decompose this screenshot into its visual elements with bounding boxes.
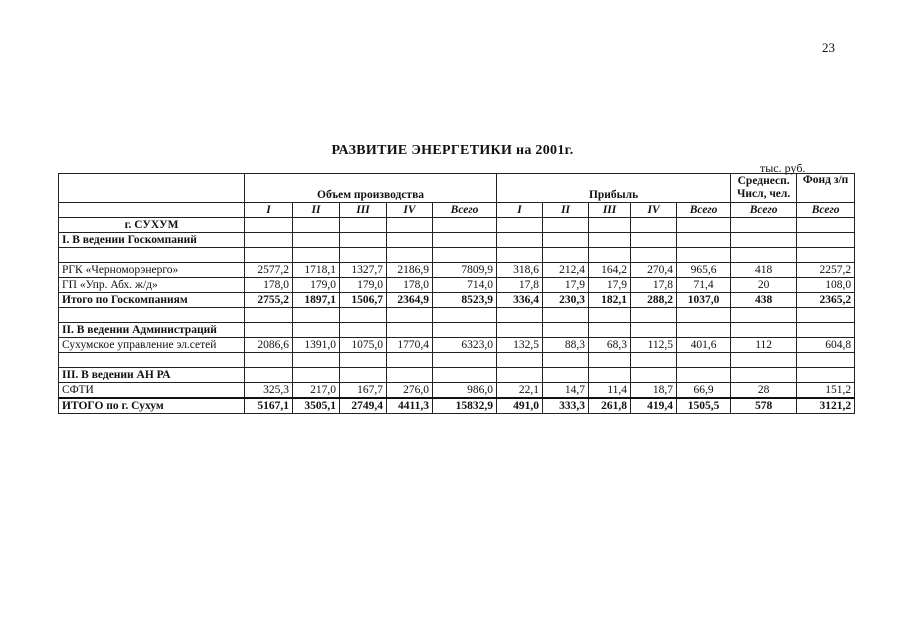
- row-label: ИТОГО по г. Сухум: [59, 398, 245, 414]
- cell: 11,4: [589, 383, 631, 399]
- cell: 1391,0: [293, 338, 340, 353]
- cell: 2086,6: [245, 338, 293, 353]
- cell: 132,5: [497, 338, 543, 353]
- header-q3: III: [340, 203, 387, 218]
- cell: 18,7: [631, 383, 677, 399]
- header-q4: IV: [631, 203, 677, 218]
- cell: 318,6: [497, 263, 543, 278]
- section-row: [59, 233, 855, 248]
- row-label: СФТИ: [59, 383, 245, 399]
- cell: 151,2: [797, 383, 855, 399]
- cell: 22,1: [497, 383, 543, 399]
- cell: 5167,1: [245, 398, 293, 414]
- grand-total-row: [59, 398, 855, 414]
- cell: 66,9: [677, 383, 731, 399]
- cell: 178,0: [387, 278, 433, 293]
- row-label: Сухумское управление эл.сетей: [59, 338, 245, 353]
- cell: 578: [731, 398, 797, 414]
- cell: 179,0: [340, 278, 387, 293]
- cell: 604,8: [797, 338, 855, 353]
- cell: 68,3: [589, 338, 631, 353]
- header-blank: [59, 203, 245, 218]
- cell: 1718,1: [293, 263, 340, 278]
- row-label: ГП «Упр. Абх. ж/д»: [59, 278, 245, 293]
- row-label: РГК «Черноморэнерго»: [59, 263, 245, 278]
- cell: 276,0: [387, 383, 433, 399]
- cell: 1506,7: [340, 293, 387, 308]
- cell: 1075,0: [340, 338, 387, 353]
- cell: 2365,2: [797, 293, 855, 308]
- header-total: Всего: [797, 203, 855, 218]
- cell: 212,4: [543, 263, 589, 278]
- cell: 167,7: [340, 383, 387, 399]
- cell: 88,3: [543, 338, 589, 353]
- cell: 179,0: [293, 278, 340, 293]
- cell: 2749,4: [340, 398, 387, 414]
- subtotal-row: [59, 293, 855, 308]
- cell: 418: [731, 263, 797, 278]
- cell: 182,1: [589, 293, 631, 308]
- cell: 112: [731, 338, 797, 353]
- header-q3: III: [589, 203, 631, 218]
- cell: 333,3: [543, 398, 589, 414]
- header-q2: II: [543, 203, 589, 218]
- cell: 714,0: [433, 278, 497, 293]
- cell: 3505,1: [293, 398, 340, 414]
- cell: 965,6: [677, 263, 731, 278]
- header-q1: I: [245, 203, 293, 218]
- header-row-quarters: [59, 203, 855, 218]
- cell: 2364,9: [387, 293, 433, 308]
- cell: 491,0: [497, 398, 543, 414]
- header-total: Всего: [731, 203, 797, 218]
- cell: 17,8: [497, 278, 543, 293]
- spacer-row: [59, 308, 855, 323]
- cell: 325,3: [245, 383, 293, 399]
- cell: 2577,2: [245, 263, 293, 278]
- cell: 261,8: [589, 398, 631, 414]
- page-number: 23: [822, 40, 835, 55]
- page-title: РАЗВИТИЕ ЭНЕРГЕТИКИ на 2001г.: [331, 143, 574, 158]
- section-row: [59, 323, 855, 338]
- cell: 438: [731, 293, 797, 308]
- header-production: Объем производства: [245, 174, 497, 203]
- cell: 419,4: [631, 398, 677, 414]
- header-q1: I: [497, 203, 543, 218]
- cell: 986,0: [433, 383, 497, 399]
- header-q2: II: [293, 203, 340, 218]
- cell: 1770,4: [387, 338, 433, 353]
- cell: 28: [731, 383, 797, 399]
- cell: 14,7: [543, 383, 589, 399]
- cell: 178,0: [245, 278, 293, 293]
- cell: 1037,0: [677, 293, 731, 308]
- cell: 336,4: [497, 293, 543, 308]
- section-title: II. В ведении Администраций: [59, 323, 245, 338]
- table-row: [59, 338, 855, 353]
- cell: 1897,1: [293, 293, 340, 308]
- cell: 164,2: [589, 263, 631, 278]
- section-title: III. В ведении АН РА: [59, 368, 245, 383]
- spacer-row: [59, 248, 855, 263]
- city-label: г. СУХУМ: [59, 218, 245, 233]
- header-total: Всего: [677, 203, 731, 218]
- cell: 4411,3: [387, 398, 433, 414]
- cell: 217,0: [293, 383, 340, 399]
- city-row: [59, 218, 855, 233]
- header-row-groups: [59, 174, 855, 203]
- units-label: тыс. руб.: [760, 161, 806, 175]
- cell: 1505,5: [677, 398, 731, 414]
- cell: 15832,9: [433, 398, 497, 414]
- cell: 6323,0: [433, 338, 497, 353]
- cell: 2257,2: [797, 263, 855, 278]
- cell: 2755,2: [245, 293, 293, 308]
- header-q4: IV: [387, 203, 433, 218]
- cell: 20: [731, 278, 797, 293]
- cell: 17,9: [543, 278, 589, 293]
- energy-table: [58, 173, 855, 414]
- cell: 1327,7: [340, 263, 387, 278]
- spacer-row: [59, 353, 855, 368]
- cell: 17,9: [589, 278, 631, 293]
- cell: 7809,9: [433, 263, 497, 278]
- header-avg-staff: Среднесп. Числ, чел.: [731, 174, 797, 203]
- section-title: I. В ведении Госкомпаний: [59, 233, 245, 248]
- cell: 2186,9: [387, 263, 433, 278]
- cell: 17,8: [631, 278, 677, 293]
- cell: 401,6: [677, 338, 731, 353]
- table-row: [59, 383, 855, 399]
- header-total: Всего: [433, 203, 497, 218]
- cell: 230,3: [543, 293, 589, 308]
- cell: 112,5: [631, 338, 677, 353]
- row-label: Итого по Госкомпаниям: [59, 293, 245, 308]
- table-row: [59, 263, 855, 278]
- cell: 8523,9: [433, 293, 497, 308]
- table-row: [59, 278, 855, 293]
- cell: 71,4: [677, 278, 731, 293]
- header-wage-fund: Фонд з/п: [797, 174, 855, 203]
- section-row: [59, 368, 855, 383]
- cell: 3121,2: [797, 398, 855, 414]
- cell: 288,2: [631, 293, 677, 308]
- header-profit: Прибыль: [497, 174, 731, 203]
- cell: 108,0: [797, 278, 855, 293]
- cell: 270,4: [631, 263, 677, 278]
- header-blank: [59, 174, 245, 203]
